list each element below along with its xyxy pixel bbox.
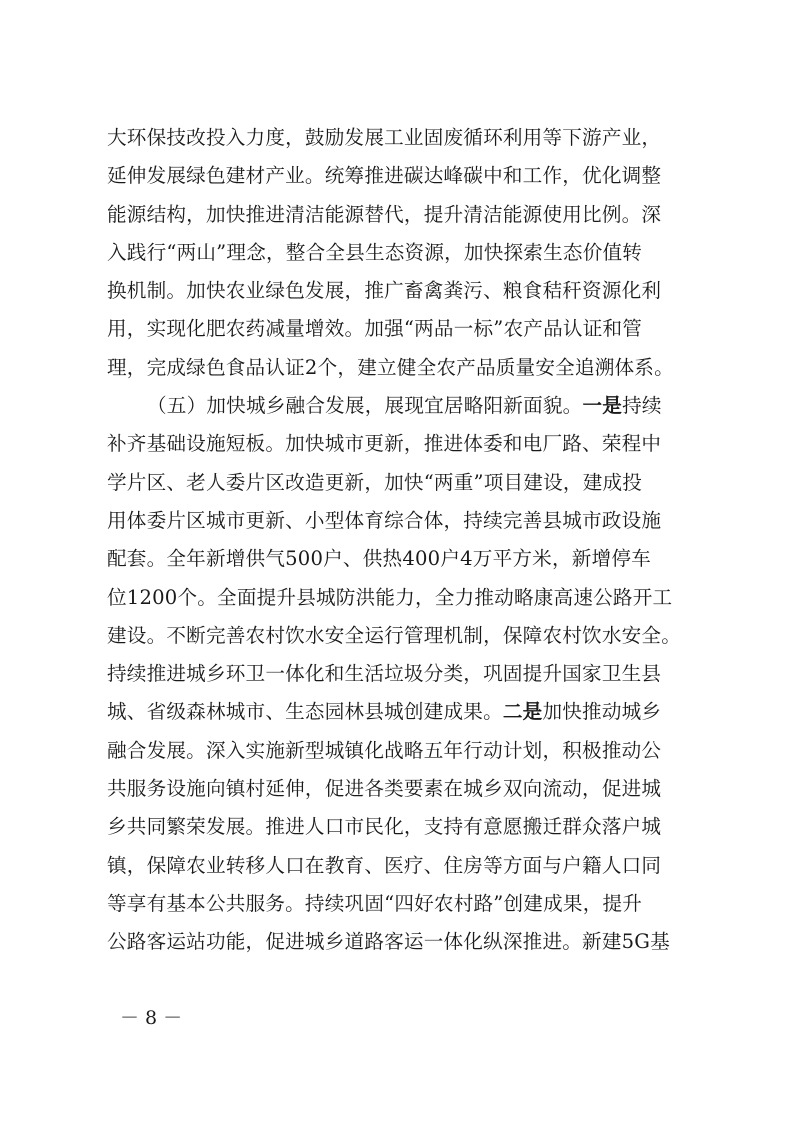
- text-run: 等享有基本公共服务。持续巩固“四好农村路”创建成果，提升: [107, 891, 643, 915]
- text-line: [107, 464, 707, 502]
- text-run: 镇，保障农业转移人口在教育、医疗、住房等方面与户籍人口同: [107, 853, 662, 877]
- text-run: 入践行“两山”理念，整合全县生态资源，加快探索生态价值转: [107, 240, 643, 264]
- paragraph: [107, 387, 707, 961]
- text-run: 大环保技改投入力度，鼓励发展工业固废循环利用等下游产业，: [107, 126, 662, 149]
- body-text: [107, 119, 707, 962]
- text-run: 乡共同繁荣发展。推进人口市民化，支持有意愿搬迁群众落户城: [107, 815, 662, 839]
- text-line: [107, 502, 707, 540]
- text-run: 用，实现化肥农药减量增效。加强“两品一标”农产品认证和管: [107, 317, 643, 341]
- text-line: [107, 885, 707, 923]
- text-run: 用体委片区城市更新、小型体育综合体，持续完善县城市政设施: [107, 508, 662, 532]
- bold-text-run: 二是: [502, 700, 543, 724]
- text-run: 位1200个。全面提升县城防洪能力，全力推动略康高速公路开工: [107, 585, 673, 609]
- page-number: － 8 －: [120, 1007, 183, 1029]
- text-run: 建设。不断完善农村饮水安全运行管理机制，保障农村饮水安全。: [107, 623, 682, 647]
- text-run: 理，完成绿色食品认证2个，建立健全农产品质量安全追溯体系。: [107, 355, 674, 379]
- text-run: 融合发展。深入实施新型城镇化战略五年行动计划，积极推动公: [107, 738, 662, 762]
- text-run: （五）加快城乡融合发展，展现宜居略阳新面貌。: [147, 394, 583, 418]
- text-run: 共服务设施向镇村延伸，促进各类要素在城乡双向流动，促进城: [107, 777, 662, 801]
- text-line: [107, 349, 707, 387]
- text-run: 持续: [622, 394, 662, 418]
- text-line: [107, 579, 707, 617]
- text-line: [107, 425, 707, 463]
- text-line: [107, 770, 707, 808]
- text-run: 延伸发展绿色建材产业。统筹推进碳达峰碳中和工作，优化调整: [107, 164, 662, 188]
- text-line: [107, 234, 707, 272]
- text-line: [107, 196, 707, 234]
- text-line: [107, 310, 707, 348]
- text-line: [107, 387, 707, 425]
- text-run: 能源结构，加快推进清洁能源替代，提升清洁能源使用比例。深: [107, 202, 662, 226]
- text-run: 持续推进城乡环卫一体化和生活垃圾分类，巩固提升国家卫生县: [107, 662, 662, 686]
- text-line: [107, 617, 707, 655]
- text-line: [107, 732, 707, 770]
- text-line: [107, 847, 707, 885]
- bold-text-run: 一是: [582, 394, 623, 418]
- text-line: [107, 923, 707, 961]
- text-run: 城、省级森林城市、生态园林县城创建成果。: [107, 700, 503, 724]
- text-run: 配套。全年新增供气500户、供热400户4万平方米，新增停车: [107, 547, 651, 571]
- text-line: [107, 119, 707, 157]
- text-run: 换机制。加快农业绿色发展，推广畜禽粪污、粮食秸秆资源化利: [107, 279, 662, 303]
- text-run: 学片区、老人委片区改造更新，加快“两重”项目建设，建成投: [107, 470, 643, 494]
- text-line: [107, 808, 707, 846]
- text-line: [107, 655, 707, 693]
- text-run: 加快推动城乡: [542, 700, 662, 724]
- text-line: [107, 157, 707, 195]
- text-line: [107, 540, 707, 578]
- paragraph: [107, 119, 707, 387]
- text-run: 公路客运站功能，促进城乡道路客运一体化纵深推进。新建5G基: [107, 930, 670, 954]
- text-line: [107, 693, 707, 731]
- text-line: [107, 272, 707, 310]
- text-run: 补齐基础设施短板。加快城市更新，推进体委和电厂路、荣程中: [107, 432, 662, 456]
